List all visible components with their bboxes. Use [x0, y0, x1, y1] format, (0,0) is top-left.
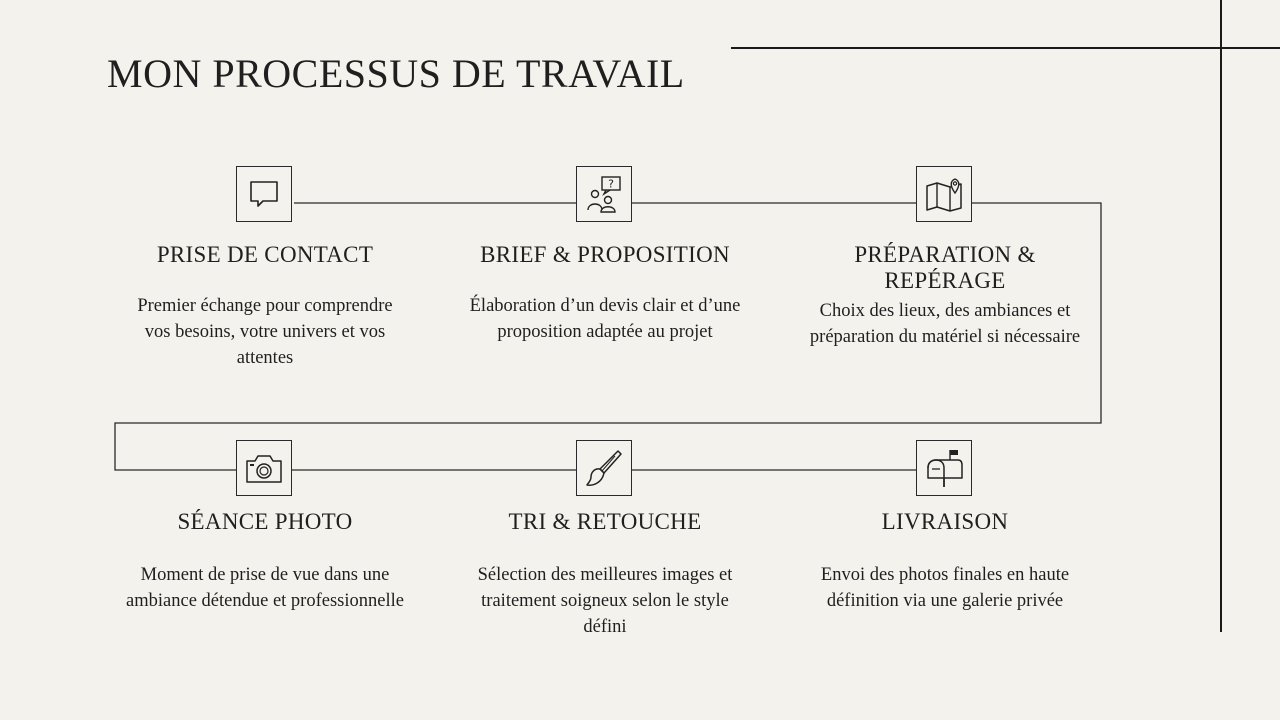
step-6-title: LIVRAISON	[881, 509, 1009, 534]
step-4-title: SÉANCE PHOTO	[177, 509, 353, 534]
paintbrush-icon	[582, 446, 626, 490]
step-1-title: PRISE DE CONTACT	[156, 242, 374, 267]
page-title: MON PROCESSUS DE TRAVAIL	[107, 51, 685, 96]
step-3-icon-box	[916, 166, 972, 222]
step-5-title: TRI & RETOUCHE	[508, 509, 702, 534]
mailbox-icon	[922, 446, 966, 490]
step-2-description: Élaboration d’un devis clair et d’une proposition adaptée au projet	[469, 296, 741, 342]
step-3-title: PRÉPARATION & REPÉRAGE	[854, 242, 1036, 293]
map-pin-icon	[922, 172, 966, 216]
speech-bubble-icon	[242, 172, 286, 216]
step-2-icon-box	[576, 166, 632, 222]
svg-text:?: ?	[608, 177, 614, 191]
step-3-description: Choix des lieux, des ambiances et préparation du matériel si nécessaire	[809, 301, 1081, 347]
step-1-description: Premier échange pour comprendre vos besoins, votre univers et vos attentes	[137, 296, 393, 368]
step-6-description: Envoi des photos finales en haute définition via une galerie privée	[820, 565, 1070, 611]
step-1-icon-box	[236, 166, 292, 222]
step-4-icon-box	[236, 440, 292, 496]
people-question-icon	[582, 172, 626, 216]
step-2-title: BRIEF & PROPOSITION	[480, 242, 730, 267]
step-5-icon-box	[576, 440, 632, 496]
step-6-icon-box	[916, 440, 972, 496]
camera-icon	[242, 446, 286, 490]
step-5-description: Sélection des meilleures images et traitement soigneux selon le style défini	[477, 565, 733, 637]
step-4-description: Moment de prise de vue dans une ambiance détendue et professionnelle	[126, 565, 404, 611]
